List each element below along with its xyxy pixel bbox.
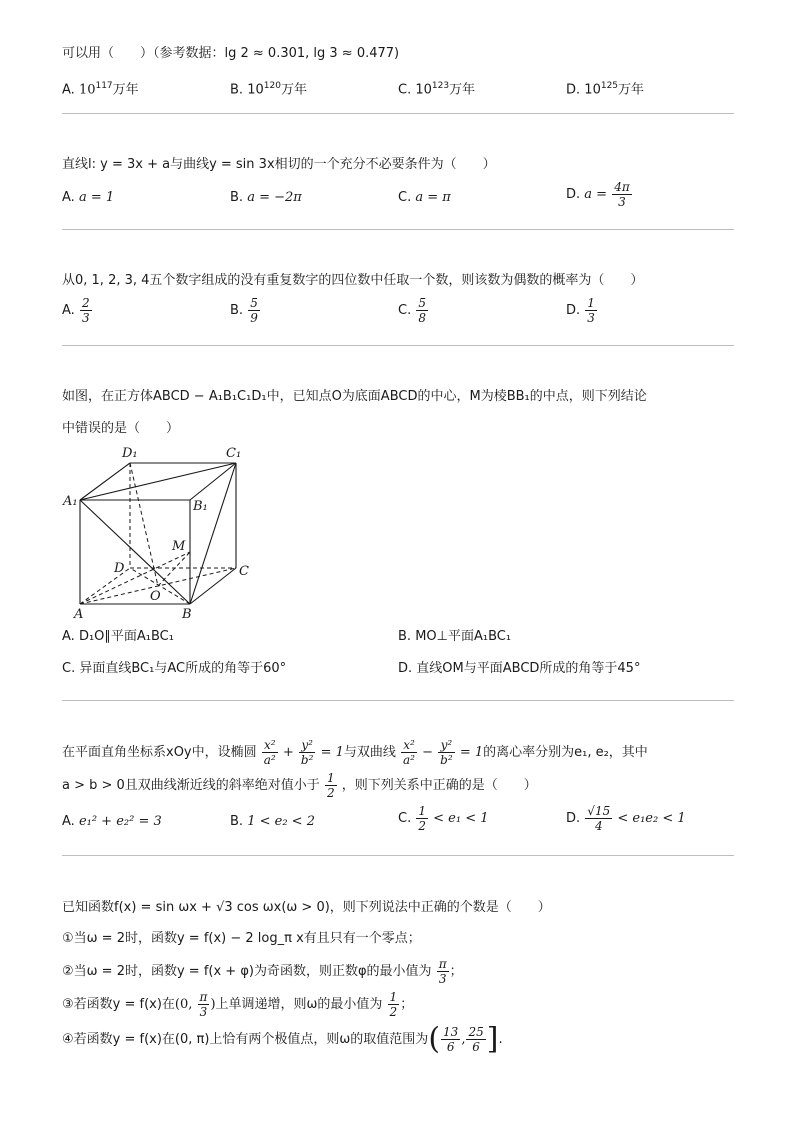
- divider: [62, 345, 734, 346]
- divider: [62, 113, 734, 114]
- label-b1: B₁: [193, 499, 208, 514]
- fraction: $\frac{5}{8}$: [418, 296, 426, 325]
- fraction: $\frac{\text{x²}}{\text{a²}}$: [263, 738, 276, 767]
- label-o: O: [150, 589, 161, 604]
- q5-option-d[interactable]: D. $\frac{√15}{4}$ < e₁e₂ < 1: [566, 804, 686, 833]
- fraction: $\frac{\pi}{3}$: [199, 990, 208, 1019]
- q2-option-d[interactable]: D. a = $\frac{4\pi}{3}$: [566, 180, 630, 209]
- fraction: $\frac{\text{y²}}{\text{b²}}$: [300, 738, 314, 767]
- q6-statement-1: ①当ω = 2时，函数y = f(x) − 2 log_π x有且只有一个零点；: [62, 931, 421, 946]
- q3-stem: 从0, 1, 2, 3, 4五个数字组成的没有重复数字的四位数中任取一个数，则该数为偶数的概率为（ ）: [62, 273, 644, 288]
- fraction: $\frac{1}{3}$: [587, 296, 595, 325]
- q2-option-a[interactable]: A. a = 1: [62, 190, 115, 205]
- fraction: $\frac{\text{x²}}{\text{a²}}$: [403, 738, 415, 767]
- q5-option-c[interactable]: C. $\frac{1}{2}$ < e₁ < 1: [398, 804, 489, 833]
- label-d: D: [114, 561, 125, 576]
- label-m: M: [172, 539, 186, 554]
- q4-option-d[interactable]: D. 直线OM与平面ABCD所成的角等于45°: [398, 661, 641, 676]
- fraction: $\frac{1}{2}$: [389, 990, 398, 1019]
- divider: [62, 855, 734, 856]
- q3-option-a[interactable]: A. $\frac{2}{3}$: [62, 296, 90, 325]
- label-a1: A₁: [63, 494, 78, 509]
- fraction: $\frac{\text{y²}}{\text{b²}}$: [440, 738, 453, 767]
- q4-option-b[interactable]: B. MO⊥平面A₁BC₁: [398, 629, 512, 644]
- fraction: $\frac{1}{2}$: [326, 771, 335, 800]
- fraction: $\frac{5}{9}$: [250, 296, 258, 325]
- q3-option-c[interactable]: C. $\frac{5}{8}$: [398, 296, 426, 325]
- fraction: $\frac{4\pi}{3}$: [614, 180, 630, 209]
- fraction: $\frac{√15}{4}$: [587, 804, 611, 833]
- fraction: $\frac{25}{6}$: [468, 1025, 484, 1054]
- q2-stem: 直线l: y = 3x + a与曲线y = sin 3x相切的一个充分不必要条件为（ ）: [62, 157, 496, 172]
- document-page: [62, 0, 734, 1124]
- fraction: $\frac{13}{6}$: [443, 1025, 459, 1054]
- label-c1: C₁: [226, 446, 242, 461]
- q6-statement-3: ③若函数y = f(x)在(0, $\frac{\pi}{3}$ )上单调递增，则ω的最小值为 $\frac{1}{2}$ ；: [62, 990, 414, 1019]
- q1-option-b[interactable]: B. $10^{120}$万年: [230, 81, 307, 98]
- q1-option-a[interactable]: A. $10^{117}$万年: [62, 81, 139, 98]
- fraction: $\frac{2}{3}$: [81, 296, 90, 325]
- q3-option-b[interactable]: B. $\frac{5}{9}$: [230, 296, 258, 325]
- q5-stem-line-2: a > b > 0且双曲线渐近线的斜率绝对值小于 $\frac{1}{2}$ ，则下列关系中正确的是（ ）: [62, 771, 537, 800]
- q5-option-b[interactable]: B. 1 < e₂ < 2: [230, 814, 315, 829]
- q4-stem-line-2: 中错误的是（ ）: [62, 421, 180, 436]
- fraction: $\frac{\pi}{3}$: [438, 957, 447, 986]
- q1-stem: 可以用（ ）（参考数据：lg 2 ≈ 0.301, lg 3 ≈ 0.477): [62, 46, 400, 61]
- q5-stem-line-1: 在平面直角坐标系xOy中，设椭圆 $\frac{\text{x²}}{\text{a²}}$ + $\frac{\text{y²}}{\text{b²}}$ = 1与双曲线 $\frac{\text{x²}}{\text{a²}}$ − $\frac{\text{y²}}{\text{b²}}$ = 1的离心率分别为e₁, e₂，其中: [62, 738, 648, 767]
- q3-option-d[interactable]: D. $\frac{1}{3}$: [566, 296, 595, 325]
- right-bracket: ]: [486, 1021, 499, 1057]
- cube-figure: [62, 440, 262, 625]
- label-b: B: [182, 607, 192, 622]
- q4-option-a[interactable]: A. D₁O∥平面A₁BC₁: [62, 629, 174, 644]
- label-c: C: [239, 564, 249, 579]
- q2-option-c[interactable]: C. a = π: [398, 190, 451, 205]
- q6-statement-4: ④若函数y = f(x)在(0, π)上恰有两个极值点，则ω的取值范围为( $\frac{13}{6}$ , $\frac{25}{6}$ ].: [62, 1021, 503, 1057]
- q6-stem: 已知函数f(x) = sin ωx + √3 cos ωx(ω > 0)，则下列说法中正确的个数是（ ）: [62, 900, 551, 915]
- fraction: $\frac{1}{2}$: [418, 804, 426, 833]
- label-a: A: [74, 607, 84, 622]
- q4-stem-line-1: 如图，在正方体ABCD − A₁B₁C₁D₁中，已知点O为底面ABCD的中心，M为棱BB₁的中点，则下列结论: [62, 389, 647, 404]
- left-paren: (: [428, 1021, 441, 1057]
- q6-statement-2: ②当ω = 2时，函数y = f(x + φ)为奇函数，则正数φ的最小值为 $\frac{\pi}{3}$ ；: [62, 957, 463, 986]
- divider: [62, 229, 734, 230]
- q4-option-c[interactable]: C. 异面直线BC₁与AC所成的角等于60°: [62, 661, 287, 676]
- divider: [62, 700, 734, 701]
- q1-option-c[interactable]: C. $10^{123}$万年: [398, 81, 476, 98]
- label-d1: D₁: [122, 446, 138, 461]
- q5-option-a[interactable]: A. e₁² + e₂² = 3: [62, 814, 162, 829]
- q1-option-d[interactable]: D. $10^{125}$万年: [566, 81, 645, 98]
- q2-option-b[interactable]: B. a = −2π: [230, 190, 302, 205]
- comma: ,: [461, 1032, 466, 1047]
